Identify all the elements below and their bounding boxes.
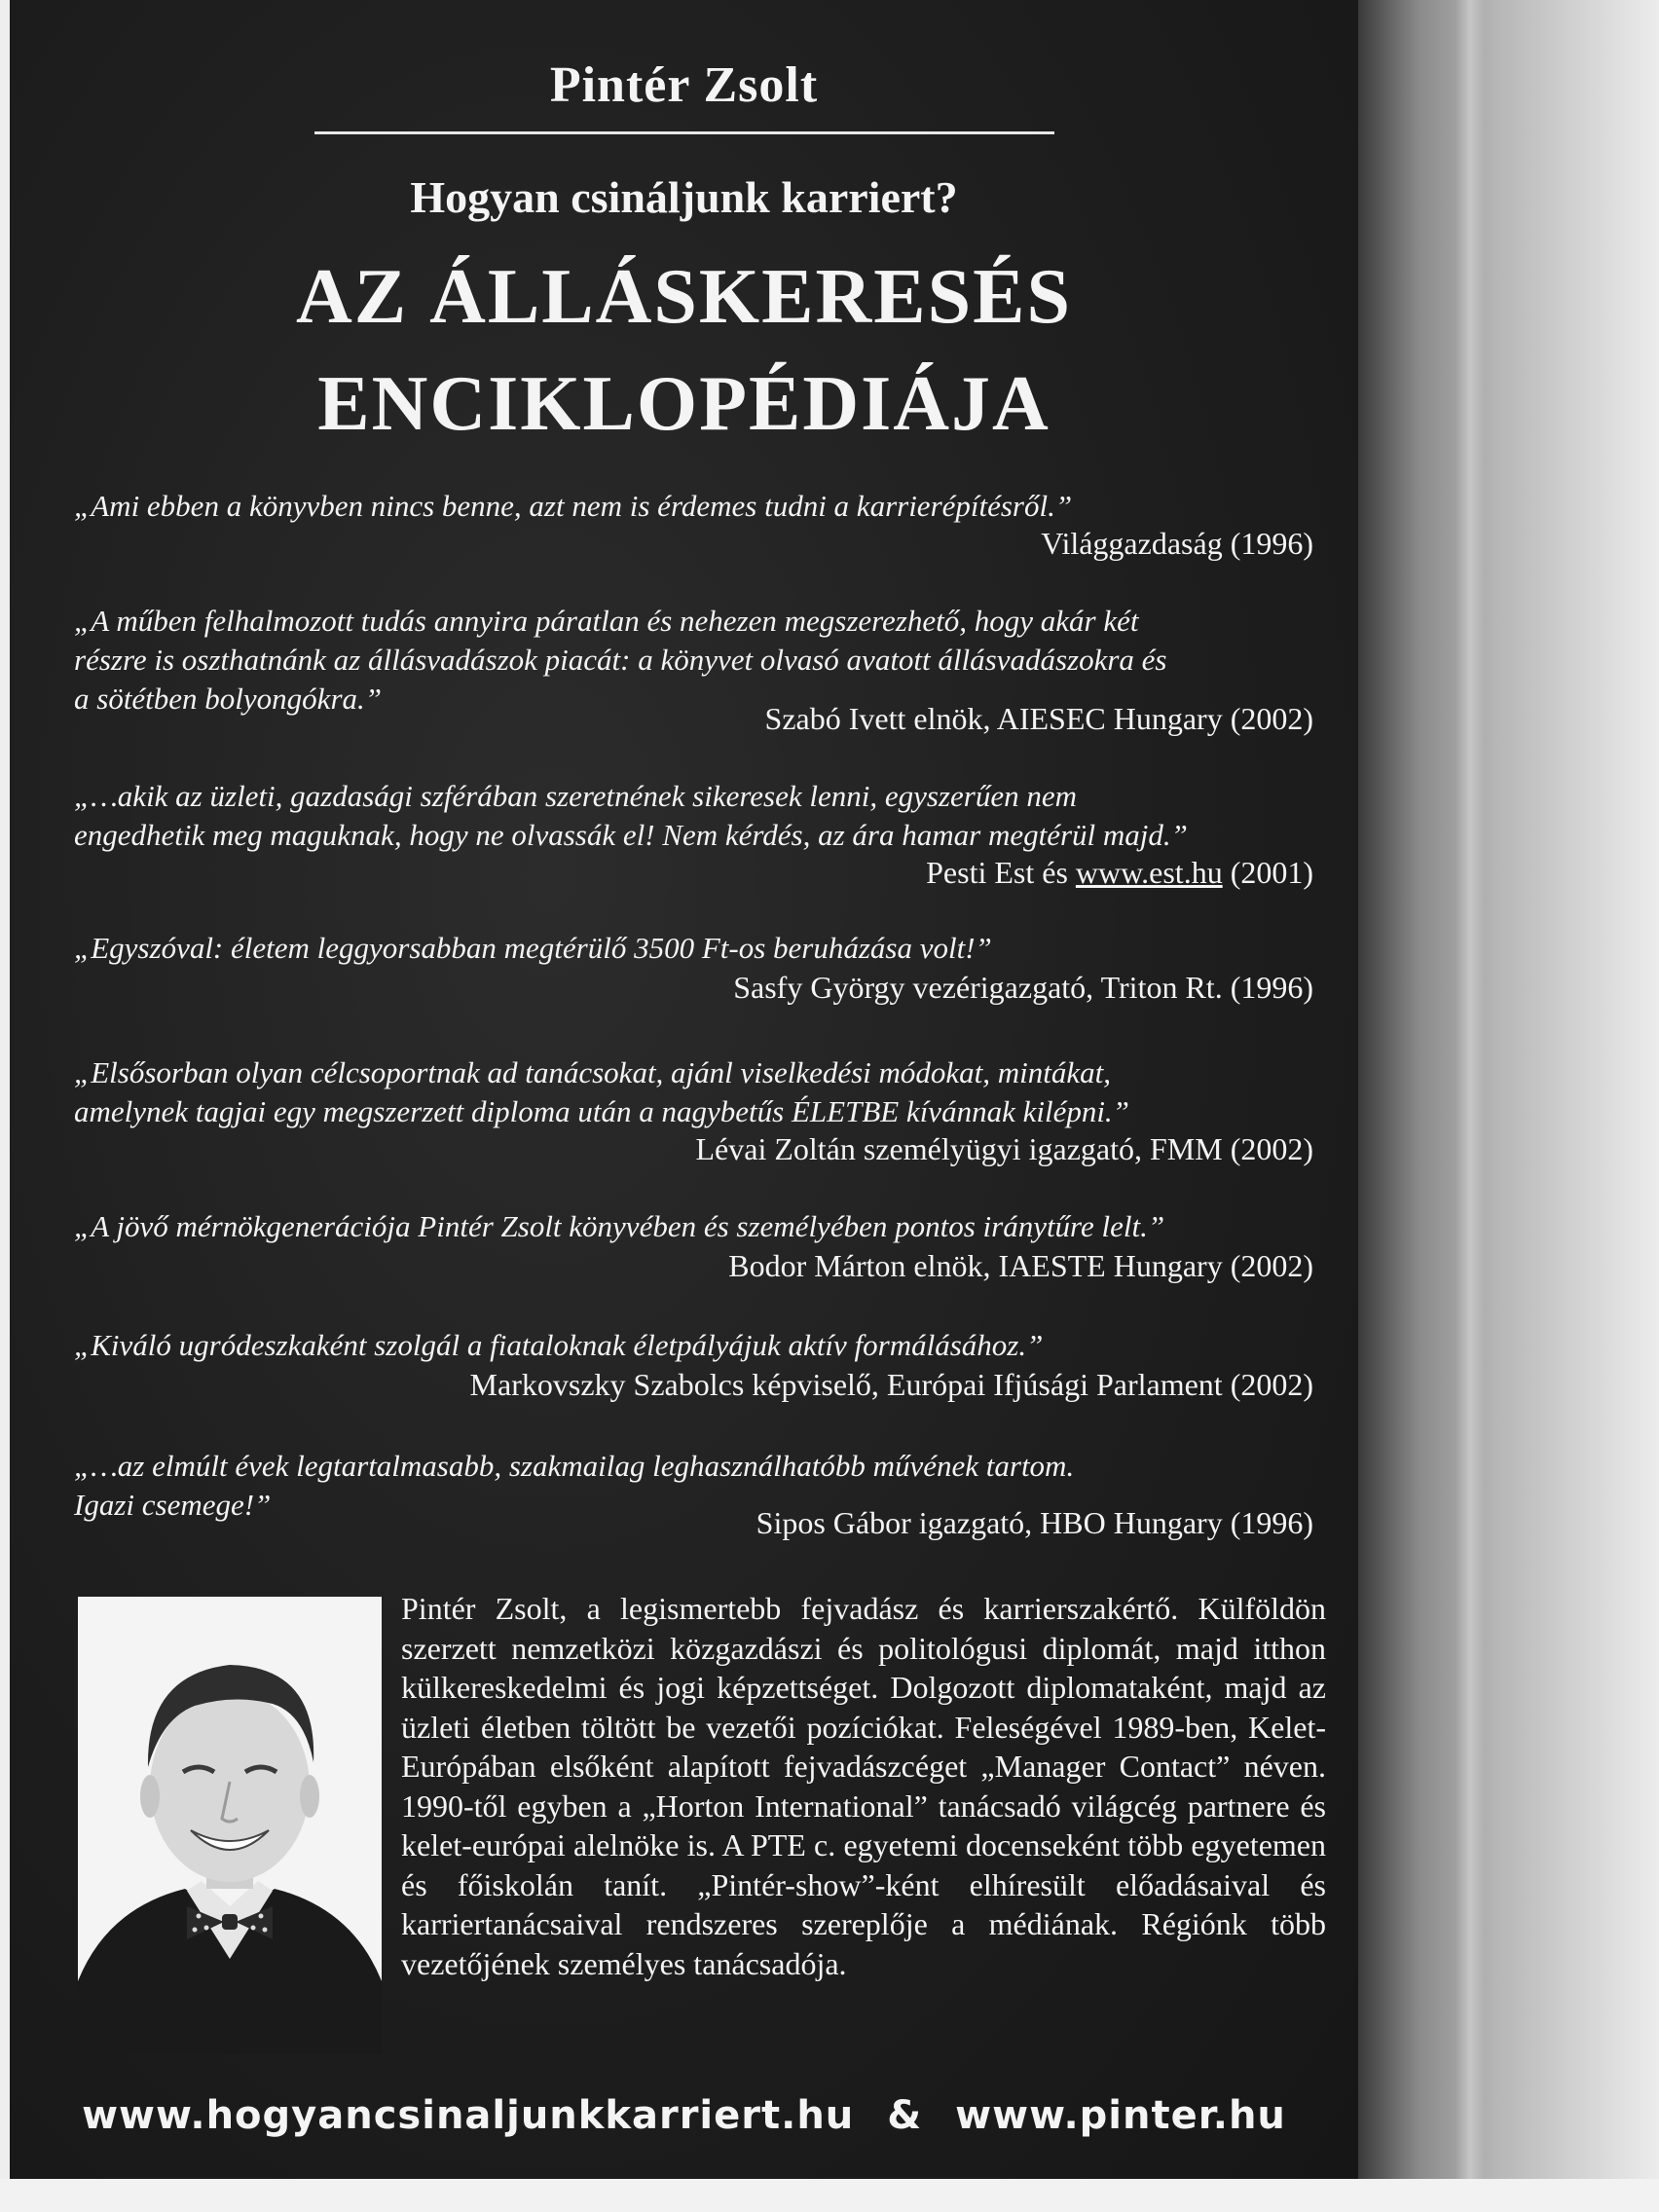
est-hu-link[interactable]: www.est.hu (1075, 855, 1223, 890)
quote-7-source: Markovszky Szabolcs képviselő, Európai Ifjúsági Parlament (2002) (469, 1367, 1313, 1402)
book-title (10, 243, 1358, 458)
quote-line: amelynek tagjai egy megszerzett diploma után a nagybetűs ÉLETBE kívánnak kilépni.” (74, 1094, 1129, 1128)
footer-links (10, 2093, 1358, 2138)
title-divider (314, 131, 1054, 134)
ampersand: & (887, 2093, 923, 2138)
book-title-line-2: ENCIKLOPÉDIÁJA (317, 361, 1051, 447)
quote-6-source: Bodor Márton elnök, IAESTE Hungary (2002) (728, 1248, 1313, 1283)
quote-line: Igazi csemege!” (74, 1488, 272, 1522)
quote-8-source: Sipos Gábor igazgató, HBO Hungary (1996) (756, 1505, 1313, 1540)
quote-line: engedhetik meg maguknak, hogy ne olvassák el! Nem kérdés, az ára hamar megtérül majd.” (74, 818, 1188, 852)
quote-2-source: Szabó Ivett elnök, AIESEC Hungary (2002) (764, 701, 1313, 736)
quote-6 (74, 1207, 1328, 1246)
quote-3-source (242, 853, 1313, 892)
quote-line: „…akik az üzleti, gazdasági szférában szeretnének sikeresek lenni, egyszerűen nem (74, 779, 1077, 813)
book-subtitle: Hogyan csináljunk karriert? (410, 172, 958, 222)
quote-5-source: Lévai Zoltán személyügyi igazgató, FMM (2002) (695, 1131, 1313, 1166)
source-prefix: Pesti Est és (926, 855, 1076, 890)
quote-4 (74, 929, 1328, 968)
quote-line: „…az elmúlt évek legtartalmasabb, szakmailag leghasználhatóbb művének tartom. (74, 1449, 1075, 1483)
quote-line: részre is oszthatnánk az állásvadászok piacát: a könyvet olvasó avatott állásvadászokra és (74, 643, 1167, 677)
quote-3 (74, 777, 1328, 855)
quote-4-source: Sasfy György vezérigazgató, Triton Rt. (1996) (733, 970, 1313, 1005)
quote-line: „A jövő mérnökgenerációja Pintér Zsolt könyvében és személyében pontos iránytűre lelt.” (74, 1209, 1165, 1243)
author-biography: Pintér Zsolt, a legismertebb fejvadász és karrierszakértő. Külföldön szerzett nemzetközi közgazdászi és politológusi diplomát, majd itthon külkereskedelmi és jogi képzettséget. Dolgozott diplomataként, majd az üzleti életben töltött be vezetői pozíciókat. Feleségével 1989-ben, Kelet-Európában elsőként alapított fejvadászcéget „Manager Contact” néven. 1990-től egyben a „Horton International” tanácsadó világcég partnere és kelet-európai alelnöke is. A PTE c. egyetemi docenseként több egyetemen és főiskolán tanít. „Pintér-show”-ként elhíresült előadásaival és karriertanácsaival rendszeres szereplője a médiának. Régiónk több vezetőjének személyes tanácsadója. (401, 1591, 1326, 1981)
source-suffix: (2001) (1222, 855, 1313, 890)
quote-line: „Kiváló ugródeszkaként szolgál a fiataloknak életpályájuk aktív formálásához.” (74, 1328, 1044, 1362)
quote-1 (74, 487, 1328, 526)
author-portrait-icon (78, 1597, 382, 2054)
book-spine-highlight (1456, 0, 1485, 2212)
book-back-cover (10, 0, 1358, 2179)
book-edge-shadow (1358, 0, 1659, 2212)
quote-line: „A műben felhalmozott tudás annyira páratlan és nehezen megszerezhető, hogy akár két (74, 604, 1139, 638)
background-strip (0, 2179, 1659, 2212)
quote-line: „Egyszóval: életem leggyorsabban megtérülő 3500 Ft-os beruházása volt!” (74, 931, 992, 965)
quote-1-source: Világgazdaság (1996) (1041, 526, 1313, 561)
quote-line: a sötétben bolyongókra.” (74, 682, 382, 716)
book-title-line-1: AZ ÁLLÁSKERESÉS (296, 254, 1072, 340)
hogyancsinaljunkkarriert-link[interactable]: www.hogyancsinaljunkkarriert.hu (82, 2093, 855, 2138)
author-name: Pintér Zsolt (549, 57, 819, 113)
quote-line: „Ami ebben a könyvben nincs benne, azt nem is érdemes tudni a karrierépítésről.” (74, 489, 1073, 523)
pinter-link[interactable]: www.pinter.hu (955, 2093, 1286, 2138)
quote-line: „Elsősorban olyan célcsoportnak ad tanácsokat, ajánl viselkedési módokat, mintákat, (74, 1055, 1112, 1089)
author-photo (78, 1597, 382, 2054)
quote-7 (74, 1326, 1328, 1365)
quote-5 (74, 1053, 1328, 1131)
